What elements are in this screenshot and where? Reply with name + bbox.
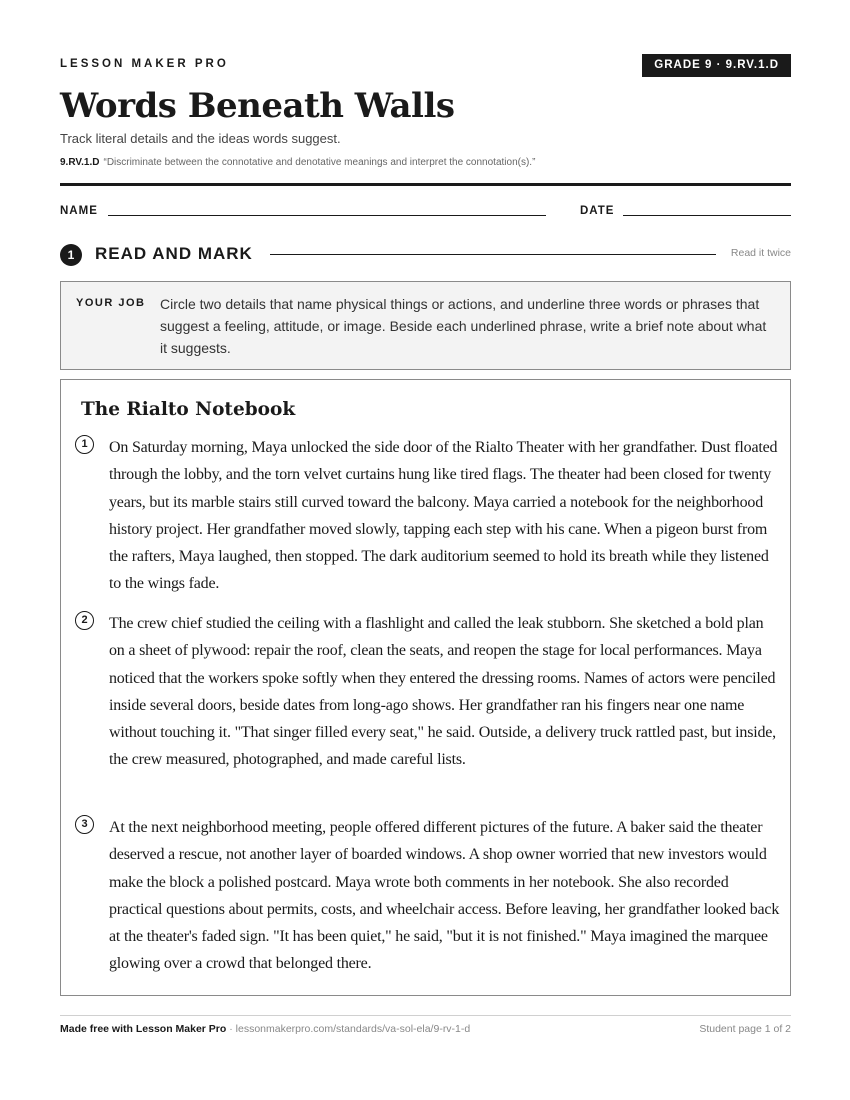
standard-code: 9.RV.1.D bbox=[60, 157, 100, 168]
footer-credit bbox=[60, 1023, 470, 1035]
page-subtitle: Track literal details and the ideas words suggest. bbox=[60, 131, 341, 146]
brand-name: LESSON MAKER PRO bbox=[60, 58, 229, 70]
header-divider bbox=[60, 183, 791, 186]
name-field[interactable] bbox=[108, 215, 546, 216]
grade-badge: GRADE 9 · 9.RV.1.D bbox=[642, 54, 791, 77]
page-title: Words Beneath Walls bbox=[60, 86, 455, 126]
section-title: READ AND MARK bbox=[95, 244, 253, 263]
instructions-label: YOUR JOB bbox=[76, 297, 146, 309]
instructions-box bbox=[60, 281, 791, 370]
footer-divider bbox=[60, 1015, 791, 1016]
paragraph-number: 1 bbox=[75, 435, 94, 454]
instructions-text: Circle two details that name physical things or actions, and underline three words or phrases that suggest a feeling, attitude, or image. Beside each underlined phrase, write a brief note about what it suggests. bbox=[160, 296, 767, 356]
passage-box bbox=[60, 379, 791, 996]
paragraph-number: 3 bbox=[75, 815, 94, 834]
page-indicator: Student page 1 of 2 bbox=[699, 1023, 791, 1035]
paragraph-number: 2 bbox=[75, 611, 94, 630]
paragraph-text: At the next neighborhood meeting, people offered different pictures of the future. A baker said the theater deserved a rescue, not another layer of boarded windows. A shop owner worried that new investors would make the block a polished postcard. Maya wrote both comments in her notebook. She also recorded practical questions about permits, costs, and wheelchair access. Before leaving, her grandfather looked back at the theater's faded sign. "It has been quiet," he said, "but it is not finished." Maya imagined the marquee glowing over a crowd that belonged there. bbox=[109, 819, 780, 973]
footer-made-with: Made free with Lesson Maker Pro bbox=[60, 1023, 227, 1035]
standard-text: “Discriminate between the connotative and denotative meanings and interpret the connotation(s).” bbox=[103, 157, 536, 168]
footer-url[interactable]: · lessonmakerpro.com/standards/va-sol-ela/9-rv-1-d bbox=[226, 1023, 471, 1035]
date-field[interactable] bbox=[623, 215, 791, 216]
passage-title: The Rialto Notebook bbox=[81, 399, 296, 420]
section-number-badge: 1 bbox=[60, 244, 82, 266]
standard-line bbox=[60, 157, 535, 168]
date-label: DATE bbox=[580, 205, 615, 217]
name-label: NAME bbox=[60, 205, 98, 217]
paragraph-text: On Saturday morning, Maya unlocked the side door of the Rialto Theater with her grandfather. Dust floated through the lobby, and the torn velvet curtains hung like tired flags. The theater had been closed for twenty years, but its marble stairs still curved toward the balcony. Maya carried a notebook for the neighborhood history project. Her grandfather moved slowly, tapping each step with his cane. When a pigeon burst from the rafters, Maya laughed, then stopped. The dark auditorium seemed to hold its breath while they listened to the wings fade. bbox=[109, 439, 778, 593]
section-divider bbox=[270, 254, 716, 255]
paragraph-text: The crew chief studied the ceiling with a flashlight and called the leak stubborn. She sketched a bold plan on a sheet of plywood: repair the roof, clean the seats, and reopen the stage for local performances. Maya noticed that the workers spoke softly when they entered the dressing rooms. Names of actors were penciled inside several doors, beside dates from long-ago shows. Her grandfather ran his fingers near one name without touching it. "That singer filled every seat," he said. Outside, a delivery truck rattled past, but inside, the crew measured, photographed, and made careful lists. bbox=[109, 615, 776, 769]
section-note: Read it twice bbox=[730, 247, 791, 259]
